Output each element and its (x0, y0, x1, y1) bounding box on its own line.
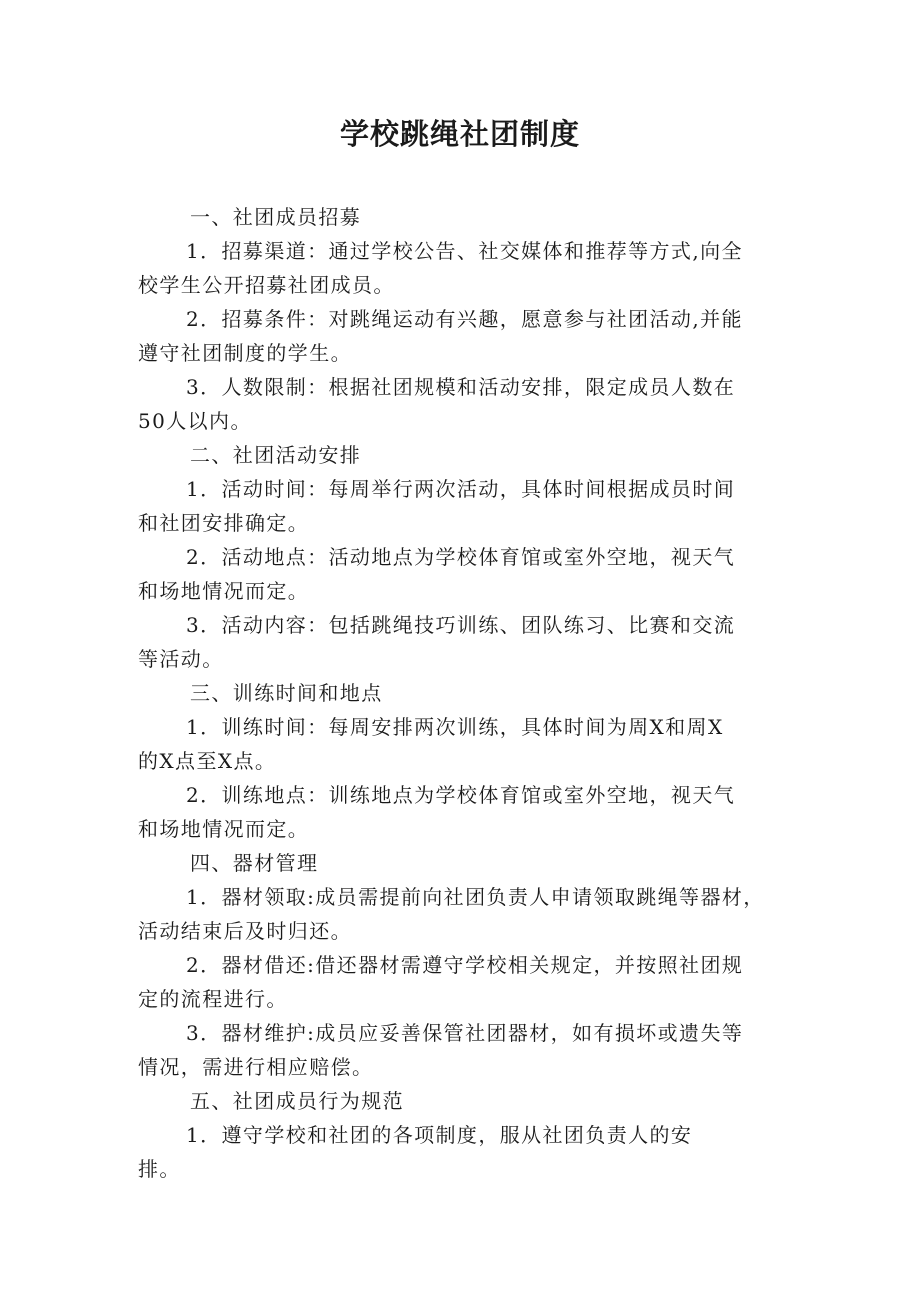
paragraph-line: 排。 (138, 1157, 181, 1181)
paragraph-line: 1．招募渠道：通过学校公告、社交媒体和推荐等方式,向全 (186, 239, 743, 263)
section-heading: 二、社团活动安排 (190, 443, 362, 467)
paragraph-line: 1．活动时间：每周举行两次活动，具体时间根据成员时间 (186, 477, 736, 501)
paragraph-line: 情况，需进行相应赔偿。 (138, 1055, 374, 1079)
section-heading: 三、训练时间和地点 (190, 681, 383, 705)
section-heading: 五、社团成员行为规范 (190, 1089, 404, 1113)
paragraph-line: 1．遵守学校和社团的各项制度，服从社团负责人的安 (186, 1123, 693, 1147)
paragraph-line: 的X点至X点。 (138, 749, 277, 773)
document-title: 学校跳绳社团制度 (339, 117, 580, 151)
paragraph-line: 和社团安排确定。 (138, 511, 310, 535)
section-heading: 一、社团成员招募 (190, 205, 362, 229)
paragraph-line: 2．器材借还:借还器材需遵守学校相关规定，并按照社团规 (186, 953, 744, 977)
paragraph-line: 50人以内。 (138, 409, 252, 433)
paragraph-line: 等活动。 (138, 647, 224, 671)
paragraph-line: 1．器材领取:成员需提前向社团负责人申请领取跳绳等器材， (186, 885, 765, 909)
paragraph-line: 活动结束后及时归还。 (138, 919, 352, 943)
paragraph-line: 遵守社团制度的学生。 (138, 341, 352, 365)
paragraph-line: 和场地情况而定。 (138, 817, 310, 841)
paragraph-line: 3．活动内容：包括跳绳技巧训练、团队练习、比赛和交流 (186, 613, 736, 637)
paragraph-line: 校学生公开招募社团成员。 (138, 273, 395, 297)
paragraph-line: 2．训练地点：训练地点为学校体育馆或室外空地，视天气 (186, 783, 736, 807)
paragraph-line: 2．招募条件：对跳绳运动有兴趣，愿意参与社团活动,并能 (186, 307, 743, 331)
section-heading: 四、器材管理 (190, 851, 319, 875)
paragraph-line: 和场地情况而定。 (138, 579, 310, 603)
paragraph-line: 2．活动地点：活动地点为学校体育馆或室外空地，视天气 (186, 545, 736, 569)
paragraph-line: 3．人数限制：根据社团规模和活动安排，限定成员人数在 (186, 375, 736, 399)
paragraph-line: 定的流程进行。 (138, 987, 288, 1011)
document-body (138, 200, 798, 1186)
paragraph-line: 3．器材维护:成员应妥善保管社团器材，如有损坏或遗失等 (186, 1021, 744, 1045)
paragraph-line: 1．训练时间：每周安排两次训练，具体时间为周X和周X (186, 715, 724, 739)
